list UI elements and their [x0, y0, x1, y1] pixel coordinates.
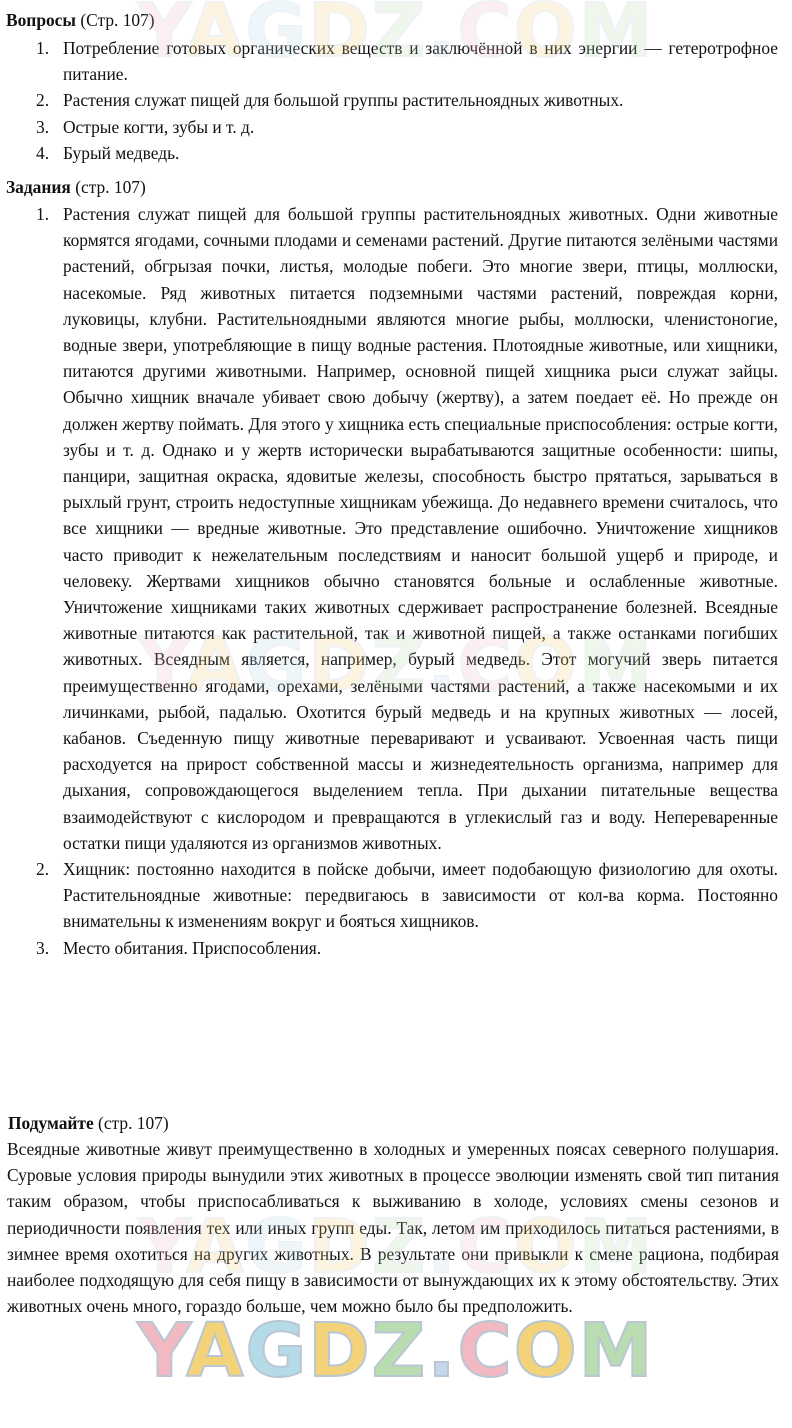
- zadaniya-list: [0, 201, 792, 961]
- voprosy-item-text: Потребление готовых органических веществ и заключённой в них энергии — гетеротрофное питание.: [63, 38, 778, 85]
- voprosy-item-number: 1.: [36, 38, 50, 58]
- zadaniya-item: [0, 201, 792, 856]
- watermark-letter: O: [513, 1308, 579, 1394]
- watermark-letter: C: [457, 1308, 514, 1394]
- watermark-letter: A: [186, 1308, 246, 1394]
- watermark-letter: G: [245, 622, 309, 708]
- voprosy-item: [0, 140, 792, 166]
- watermark-letter: A: [186, 622, 246, 708]
- voprosy-item-text: Бурый медведь.: [63, 142, 180, 163]
- voprosy-item-number: 4.: [36, 142, 50, 163]
- watermark-letter: D: [308, 0, 372, 74]
- watermark-letter: Y: [137, 1308, 187, 1394]
- zadaniya-heading: [6, 174, 146, 200]
- voprosy-item-text: Растения служат пищей для большой группы растительноядных животных.: [63, 90, 624, 111]
- watermark-letter: O: [513, 1204, 579, 1290]
- watermark-letter: G: [245, 1204, 309, 1290]
- watermark-letter: M: [578, 1204, 655, 1290]
- watermark-letter: Y: [137, 1204, 187, 1290]
- watermark-letter: G: [245, 1308, 309, 1394]
- watermark-letter: Y: [137, 0, 187, 74]
- watermark-letter: M: [578, 0, 655, 74]
- zadaniya-item-text: Место обитания. Приспособления.: [63, 937, 322, 958]
- watermark-letter: Z: [371, 622, 428, 708]
- podumayte-title: Подумайте: [8, 1113, 94, 1133]
- zadaniya-item-number: 2.: [36, 859, 50, 880]
- watermark-letter: .: [427, 0, 458, 74]
- voprosy-heading: [6, 7, 155, 33]
- voprosy-item-number: 2.: [36, 90, 50, 111]
- zadaniya-title: Задания: [6, 177, 71, 197]
- watermark-letter: G: [245, 0, 309, 74]
- zadaniya-item-number: 3.: [36, 937, 50, 958]
- voprosy-item: [0, 87, 792, 113]
- watermark-letter: D: [308, 1204, 372, 1290]
- zadaniya-item-text: Хищник: постоянно находится в пойске добычи, имеет подобающую физиологию для охоты. Растительноядные животные: передвигаюсь в зависимости от кол-ва корма. Постоянно внимательны к изменениям вокруг и бояться хищников.: [63, 859, 778, 932]
- voprosy-item-text: Острые когти, зубы и т. д.: [63, 116, 255, 137]
- voprosy-page-ref: (Стр. 107): [80, 10, 155, 30]
- zadaniya-page-ref: (стр. 107): [75, 177, 146, 197]
- watermark-letter: D: [308, 622, 372, 708]
- watermark-letter: M: [578, 622, 655, 708]
- zadaniya-item-text: Растения служат пищей для большой группы растительноядных животных. Одни животные кормятся ягодами, сочными плодами и семенами растений. Другие питаются зелёными частями растений, обгрызая почки, листья, молодые побеги. Это многие звери, птицы, моллюски, насекомые. Ряд животных питается подземными частями растений, повреждая корни, луковицы, клубни. Растительноядными являются многие рыбы, моллюски, членистоногие, водные звери, употребляющие в пищу водные растения. Плотоядные животные, или хищники, питаются другими животными. Например, основной пищей хищника рыси служат зайцы. Обычно хищник вначале убивает свою добычу (жертву), а затем поедает её. Но прежде он должен жертву поймать. Для этого у хищника есть специальные приспособления: острые когти, зубы и т. д. Однако и у жертв исторически вырабатываются защитные особенности: шипы, панцири, защитная окраска, ядовитые железы, способность быстро прятаться, зарываться в рыхлый грунт, строить недоступные хищникам убежища. До недавнего времени считалось, что все хищники — вредные животные. Это представление ошибочно. Уничтожение хищников часто приводит к нежелательным последствиям и наносит большой ущерб и природе, и человеку. Жертвами хищников обычно становятся больные и ослабленные животные. Уничтожение хищниками таких животных сдерживает распространение болезней. Всеядные животные питаются как растительной, так и животной пищей, а также останками погибших животных. Всеядным является, например, бурый медведь. Этот могучий зверь питается преимущественно ягодами, орехами, зелёными частями растений, а также насекомыми и их личинками, рыбой, падалью. Охотится бурый медведь и на крупных животных — лосей, кабанов. Съеденную пищу животные переваривают и усваивают. Усвоенная часть пищи расходуется на прирост собственной массы и жизнедеятельность организма, например для дыхания, сопровождающегося выделением тепла. При дыхании питательные вещества взаимодействуют с кислородом и превращаются в углекислый газ и воду. Непереваренные остатки пищи удаляются из организмов животных.: [63, 204, 778, 853]
- zadaniya-item-number: 1.: [36, 204, 50, 224]
- watermark-letter: C: [457, 0, 514, 74]
- watermark-logo-bottom: [0, 1308, 792, 1394]
- voprosy-item-number: 3.: [36, 116, 50, 137]
- watermark-letter: Z: [371, 0, 428, 74]
- watermark-letter: C: [457, 622, 514, 708]
- watermark-letter: O: [513, 622, 579, 708]
- voprosy-title: Вопросы: [6, 10, 76, 30]
- watermark-letter: A: [186, 1204, 246, 1290]
- zadaniya-item: [0, 856, 792, 935]
- watermark-letter: .: [427, 1308, 458, 1394]
- podumayte-page-ref: (стр. 107): [98, 1113, 169, 1133]
- podumayte-heading: [8, 1110, 169, 1136]
- watermark-letter: Z: [371, 1204, 428, 1290]
- voprosy-item: [0, 114, 792, 140]
- watermark-letter: .: [427, 622, 458, 708]
- watermark-letter: D: [308, 1308, 372, 1394]
- watermark-letter: .: [427, 1204, 458, 1290]
- watermark-letter: Z: [371, 1308, 428, 1394]
- podumayte-text: Всеядные животные живут преимущественно в холодных и умеренных поясах северного полушария. Суровые условия природы вынудили этих животных в процессе эволюции изменять свой тип питания таким образом, чтобы приспосабливаться к выживанию в холоде, условиях смены сезонов и периодичности появления тех или иных групп еды. Так, летом им приходилось питаться растениями, в зимнее время охотиться на других животных. В результате они привыкли к смене рациона, подбирая наиболее подходящую для себя пищу в зависимости от вынуждающих их к этому обстоятельству. Этих животных очень много, гораздо больше, чем можно было бы предположить.: [7, 1139, 779, 1317]
- voprosy-item: [0, 35, 792, 87]
- zadaniya-item: [0, 935, 792, 961]
- watermark-letter: Y: [137, 622, 187, 708]
- watermark-letter: O: [513, 0, 579, 74]
- watermark-letter: C: [457, 1204, 514, 1290]
- voprosy-list: [0, 35, 792, 166]
- watermark-letter: M: [578, 1308, 655, 1394]
- watermark-letter: A: [186, 0, 246, 74]
